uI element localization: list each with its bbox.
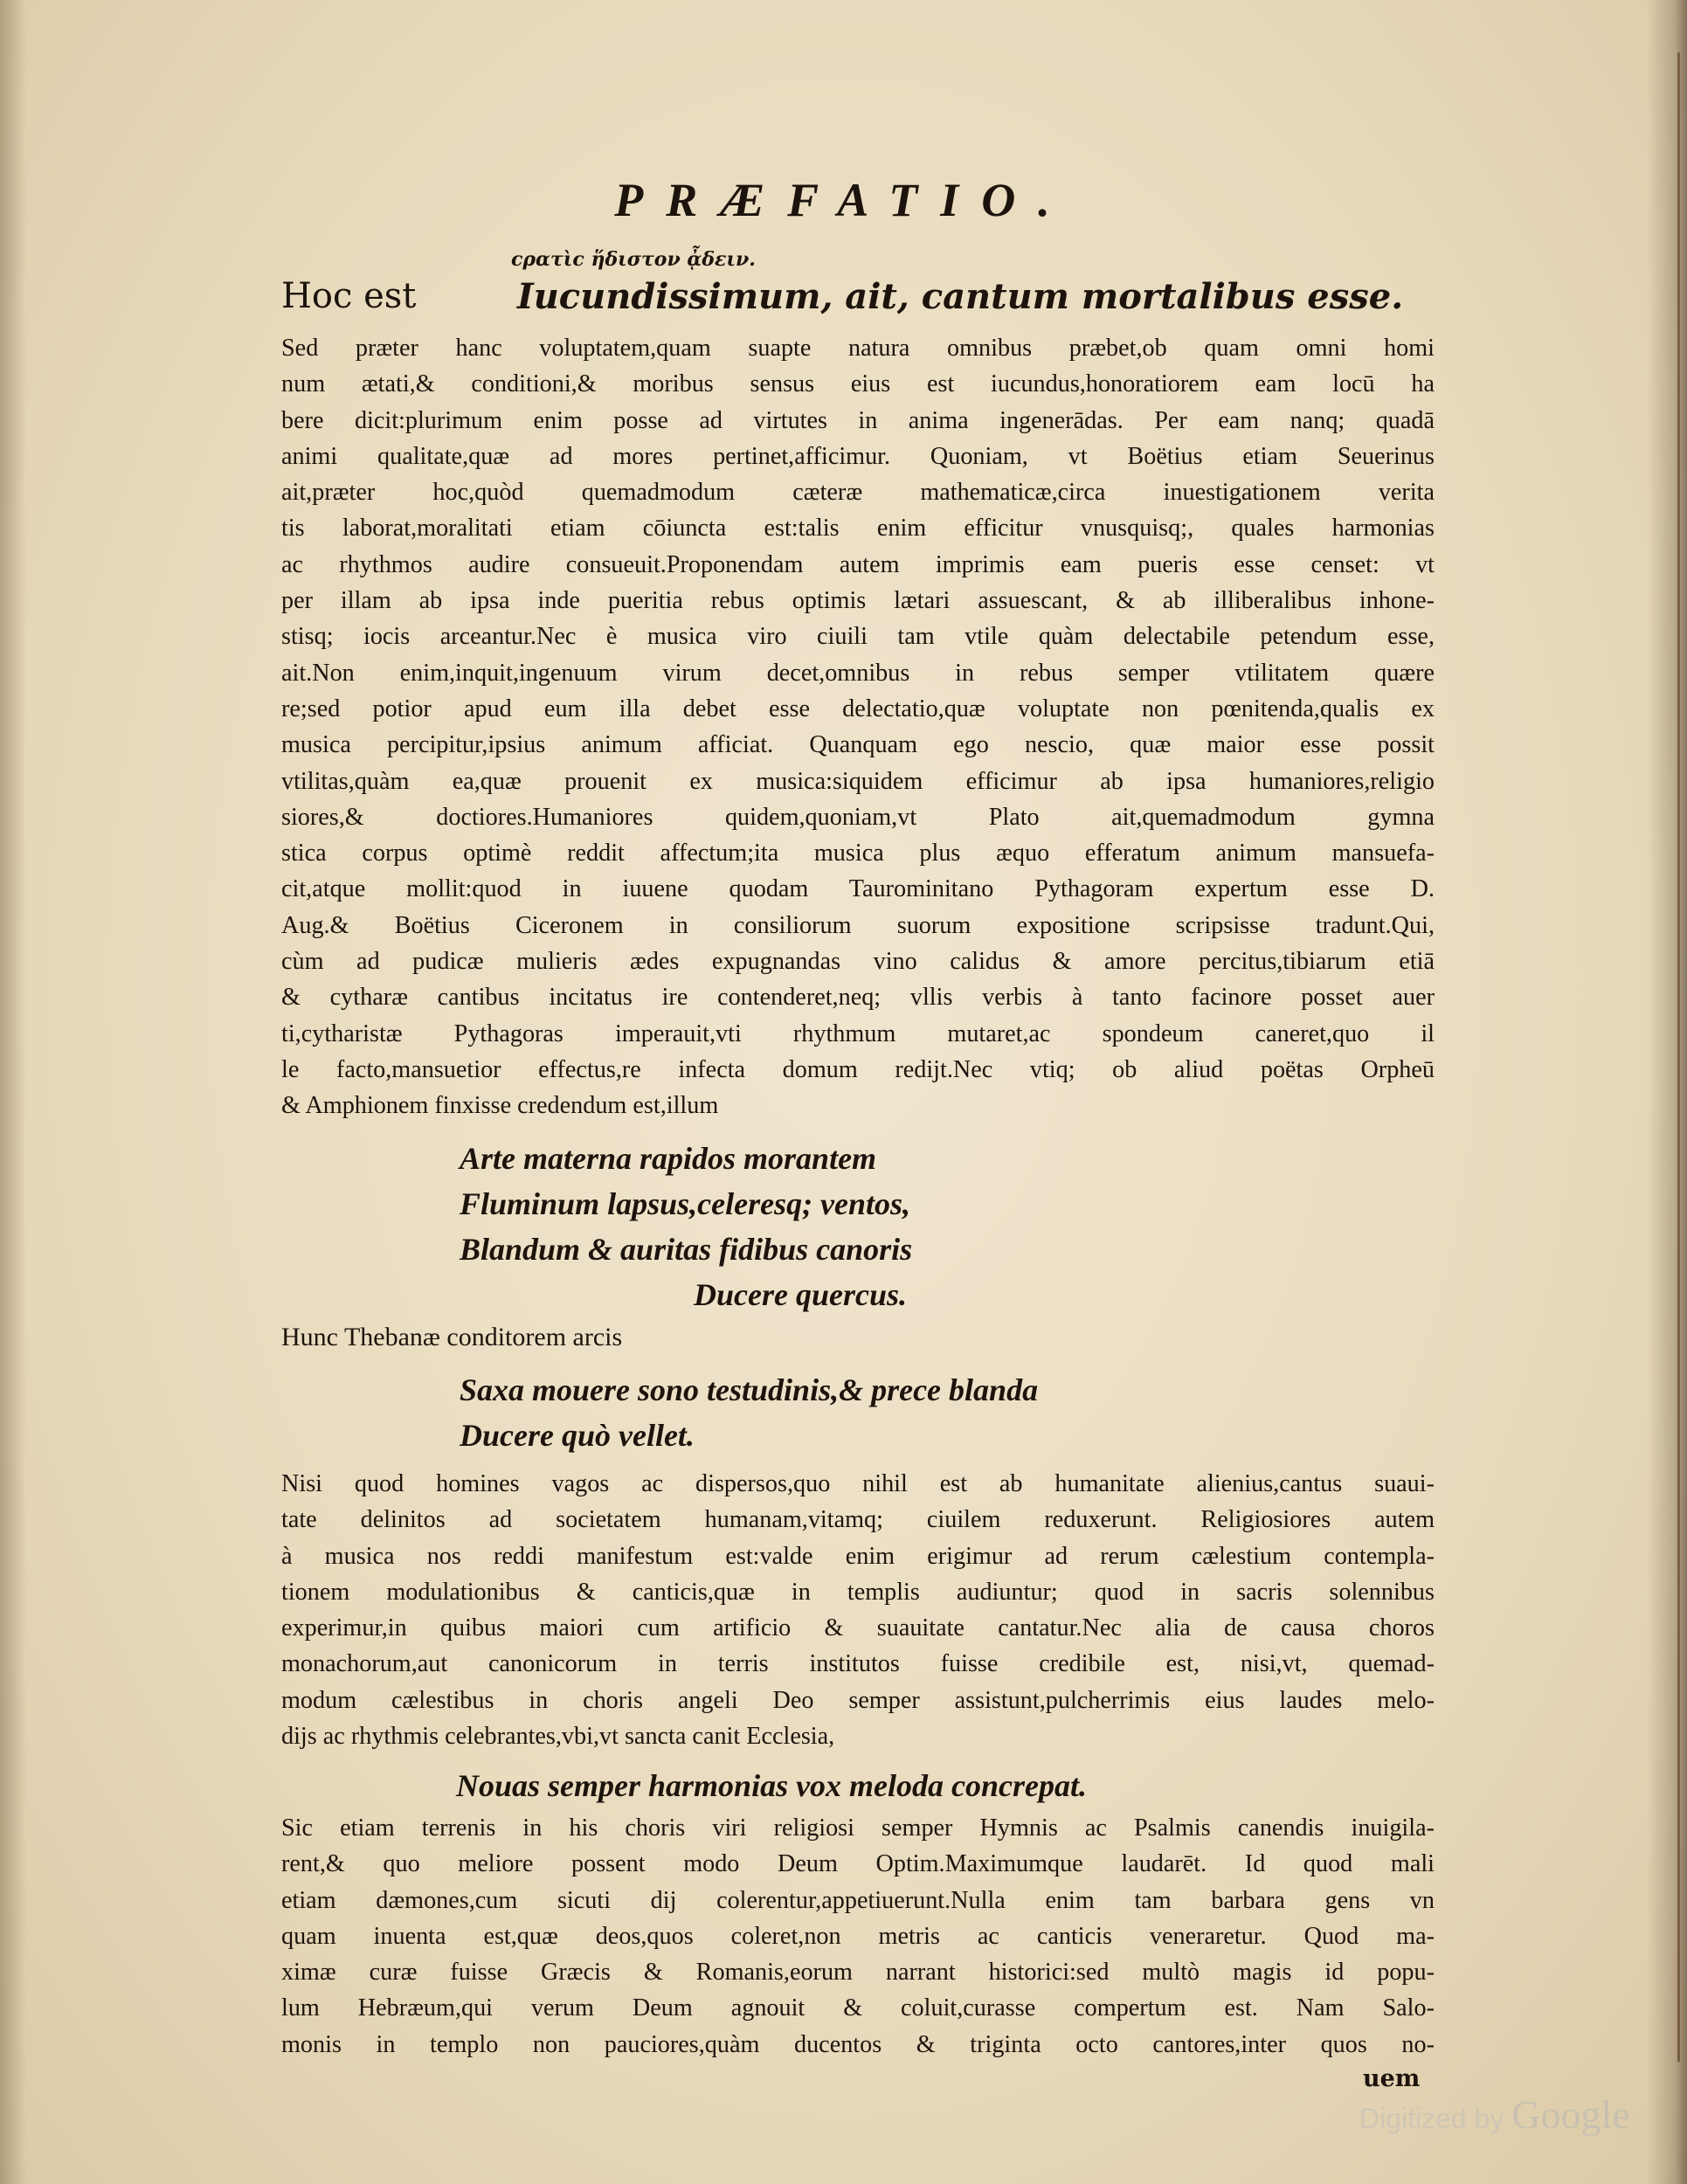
text-line: tionem modulationibus & canticis,quæ in templis audiuntur; quod in sacris solennibus xyxy=(281,1578,1435,1606)
spine-edge xyxy=(1677,52,1680,2062)
text-line: bere dicit:plurimum enim posse ad virtutes in anima ingenerādas. Per eam nanq; quadā xyxy=(281,406,1435,434)
text-line: le facto,mansuetior effectus,re infecta domum redijt.Nec vtiq; ob aliud poëtas Orpheū xyxy=(281,1055,1435,1083)
verse-line: Ducere quò vellet. xyxy=(460,1418,695,1453)
text-line: animi qualitate,quæ ad mores pertinet,afficimur. Quoniam, vt Boëtius etiam Seuerinus xyxy=(281,442,1435,470)
greek-gloss: ϲρατὶϲ ἥδιστον ᾆδειν. xyxy=(511,248,756,271)
text-line: tate delinitos ad societatem humanam,vitamq; ciuilem reduxerunt. Religiosiores autem xyxy=(281,1506,1435,1534)
text-line: rent,& quo meliore possent modo Deum Optim.Maximumque laudarēt. Id quod mali xyxy=(281,1850,1435,1878)
text-line: lum Hebræum,qui verum Deum agnouit & coluit,curasse compertum est. Nam Salo- xyxy=(281,1994,1435,2022)
text-line: dijs ac rhythmis celebrantes,vbi,vt sancta canit Ecclesia, xyxy=(281,1723,835,1751)
text-line: monachorum,aut canonicorum in terris institutos fuisse credibile est, nisi,vt, quemad- xyxy=(281,1650,1435,1678)
text-line: siores,& doctiores.Humaniores quidem,quoniam,vt Plato ait,quemadmodum gymna xyxy=(281,803,1435,831)
text-line: per illam ab ipsa inde pueritia rebus optimis lætari assuescant, & ab illiberalibus inhone- xyxy=(281,587,1435,615)
paragraph-2 xyxy=(281,1466,1435,1754)
text-line: musica percipitur,ipsius animum afficiat. Quanquam ego nescio, quæ maior esse possit xyxy=(281,731,1435,759)
text-line: ait.Non enim,inquit,ingenuum virum decet,omnibus in rebus semper vtilitatem quære xyxy=(281,659,1435,687)
catchword: uem xyxy=(1363,2065,1421,2092)
page-left-edge xyxy=(0,0,26,2184)
text-line: & Amphionem finxisse credendum est,illum xyxy=(281,1092,719,1120)
text-line: quam inuenta est,quæ deos,quos coleret,non metris ac canticis veneraretur. Quod ma- xyxy=(281,1922,1435,1950)
text-line: etiam dæmones,cum sicuti dij colerentur,appetiuerunt.Nulla enim tam barbara gens vn xyxy=(281,1886,1435,1914)
text-line: vtilitas,quàm ea,quæ prouenit ex musica:siquidem efficimur ab ipsa humaniores,religio xyxy=(281,767,1435,795)
text-line: & cytharæ cantibus incitatus ire contenderet,neq; vllis verbis à tanto facinore posset auer xyxy=(281,984,1435,1012)
text-line: ti,cytharistæ Pythagoras imperauit,vti rhythmum mutaret,ac spondeum caneret,quo il xyxy=(281,1019,1435,1047)
text-line: cit,atque mollit:quod in iuuene quodam Taurominitano Pythagoram expertum esse D. xyxy=(281,875,1435,903)
text-line: Sic etiam terrenis in his choris viri religiosi semper Hymnis ac Psalmis canendis inuigila- xyxy=(281,1814,1435,1842)
text-line: ac rhythmos audire consueuit.Proponendam autem imprimis eam pueris esse censet: vt xyxy=(281,550,1435,578)
text-line: Aug.& Boëtius Ciceronem in consiliorum suorum expositione scripsisse tradunt.Qui, xyxy=(281,911,1435,939)
verse-stanza-1 xyxy=(460,1136,912,1317)
text-line: num ætati,& conditioni,& moribus sensus eius est iucundus,honoratiorem eam locū ha xyxy=(281,370,1435,398)
opening-label: Hoc est xyxy=(281,276,417,316)
paragraph-1 xyxy=(281,330,1435,1124)
verse-line: Saxa mouere sono testudinis,& prece blanda xyxy=(460,1372,1039,1407)
verse-line: Nouas semper harmonias vox meloda concrepat. xyxy=(456,1768,1088,1803)
text-line: stisq; iocis arceantur.Nec è musica viro ciuili tam vtile quàm delectabile petendum esse, xyxy=(281,623,1435,651)
verse-line: Ducere quercus. xyxy=(694,1277,907,1312)
opening-quote: Iucundissimum, ait, cantum mortalibus esse. xyxy=(517,276,1404,317)
text-line: monis in templo non pauciores,quàm ducentos & triginta octo cantores,inter quos no- xyxy=(281,2030,1435,2058)
text-line: ait,præter hoc,quòd quemadmodum cæteræ mathematicæ,circa inuestigationem verita xyxy=(281,479,1435,507)
text-line: stica corpus optimè reddit affectum;ita musica plus æquo efferatum animum mansuefa- xyxy=(281,840,1435,867)
paragraph-3 xyxy=(281,1810,1435,2063)
gutter-shadow xyxy=(1647,0,1687,2184)
text-line: experimur,in quibus maiori cum artificio & suauitate cantatur.Nec alia de causa choros xyxy=(281,1614,1435,1642)
verse-line: Blandum & auritas fidibus canoris xyxy=(460,1232,913,1267)
transition-line xyxy=(281,1319,1435,1355)
google-logo: Google xyxy=(1511,2092,1630,2137)
text-line: à musica nos reddi manifestum est:valde enim erigimur ad rerum cælestium contempla- xyxy=(281,1542,1435,1570)
verse-stanza-2 xyxy=(460,1367,1038,1458)
text-line: modum cælestibus in choris angeli Deo semper assistunt,pulcherrimis eius laudes melo- xyxy=(281,1686,1435,1714)
verse-line-3 xyxy=(456,1763,1087,1808)
verse-line: Arte materna rapidos morantem xyxy=(460,1141,877,1176)
text-line: Nisi quod homines vagos ac dispersos,quo nihil est ab humanitate alienius,cantus suaui- xyxy=(281,1470,1435,1497)
text-line: tis laborat,moralitati etiam cōiuncta est:talis enim efficitur vnusquisq;, quales harmonias xyxy=(281,515,1435,543)
text-line: Sed præter hanc voluptatem,quam suapte natura omnibus præbet,ob quam omni homi xyxy=(281,335,1435,362)
running-head: PRÆFATIO. xyxy=(614,174,1073,226)
verse-line: Fluminum lapsus,celeresq; ventos, xyxy=(460,1186,911,1221)
text-line: Hunc Thebanæ conditorem arcis xyxy=(281,1323,623,1351)
text-line: re;sed potior apud eum illa debet esse delectatio,quæ voluptate non pœnitenda,qualis ex xyxy=(281,695,1435,722)
text-line: cùm ad pudicæ mulieris ædes expugnandas vino calidus & amore percitus,tibiarum etiā xyxy=(281,948,1435,976)
text-line: ximæ curæ fuisse Græcis & Romanis,eorum narrant historici:sed multò magis id popu- xyxy=(281,1959,1435,1987)
opening-line xyxy=(281,276,1404,317)
watermark-prefix: Digitized by xyxy=(1359,2103,1504,2134)
digitized-watermark xyxy=(1359,2091,1630,2138)
